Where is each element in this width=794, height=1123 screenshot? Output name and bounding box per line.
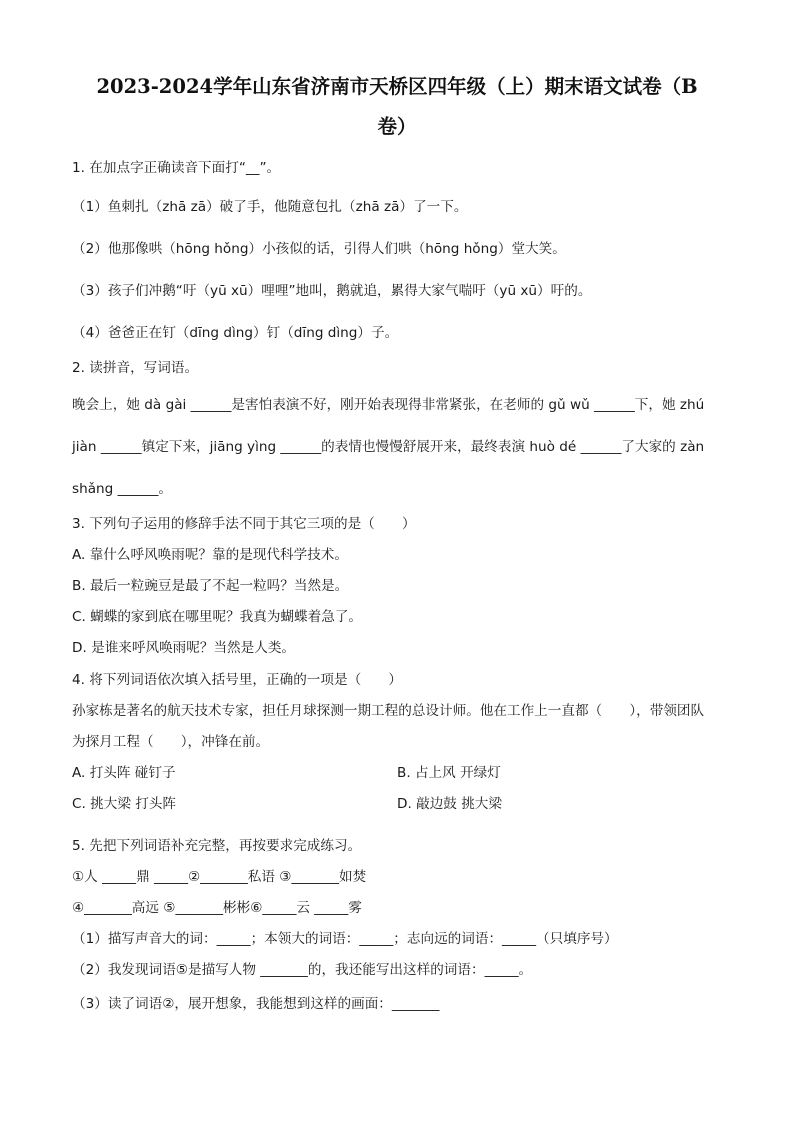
- q2-line-1: 晚会上，她 dà gài ______是害怕表演不好，刚开始表现得非常紧张，在老师的 gǔ wǔ ______下，她 zhú: [72, 397, 705, 413]
- q3-option-d: D. 是谁来呼风唤雨呢？当然是人类。: [72, 640, 296, 656]
- q2-line-2: jiàn ______镇定下来，jiāng yìng ______的表情也慢慢舒展开来，最终表演 huò dé ______了大家的 zàn: [72, 439, 705, 455]
- q4-passage-2: 为探月工程（ ），冲锋在前。: [72, 734, 270, 750]
- q5-stem: 5. 先把下列词语补充完整，再按要求完成练习。: [72, 838, 362, 854]
- q3-option-c: C. 蝴蝶的家到底在哪里呢？我真为蝴蝶着急了。: [72, 609, 363, 625]
- q1-item-1: （1）鱼刺扎（zhā zā）破了手，他随意包扎（zhā zā）了一下。: [72, 199, 468, 215]
- q4-option-d: D. 敲边鼓 挑大梁: [397, 796, 502, 812]
- q1-item-3: （3）孩子们冲鹅“吁（yū xū）哩哩”地叫，鹅就追，累得大家气喘吁（yū xū）吁的。: [72, 283, 592, 299]
- q3-stem: 3. 下列句子运用的修辞手法不同于其它三项的是（ ）: [72, 516, 416, 532]
- q4-option-b: B. 占上风 开绿灯: [397, 765, 501, 781]
- q4-stem: 4. 将下列词语依次填入括号里，正确的一项是（ ）: [72, 672, 402, 688]
- q4-passage-1: 孙家栋是著名的航天技术专家，担任月球探测一期工程的总设计师。他在工作上一直都（ ），带领团队: [72, 703, 705, 719]
- q5-words-1: ①人 _____鼎 _____②_______私语 ③_______如焚: [72, 869, 367, 885]
- q5-sub-3: （3）读了词语②，展开想象，我能想到这样的画面：_______: [72, 996, 440, 1012]
- q3-option-b: B. 最后一粒豌豆是最了不起一粒吗？当然是。: [72, 578, 349, 594]
- q5-words-2: ④_______高远 ⑤_______彬彬⑥_____云 _____雾: [72, 900, 362, 916]
- q4-option-a: A. 打头阵 碰钉子: [72, 765, 176, 781]
- q2-stem: 2. 读拼音，写词语。: [72, 360, 199, 376]
- exam-title-line2: 卷）: [377, 115, 417, 138]
- q3-option-a: A. 靠什么呼风唤雨呢？靠的是现代科学技术。: [72, 547, 348, 563]
- q5-sub-2: （2）我发现词语⑤是描写人物 _______的，我还能写出这样的词语：_____。: [72, 962, 533, 978]
- q1-item-4: （4）爸爸正在钉（dīng dìng）钉（dīng dìng）子。: [72, 325, 399, 341]
- q1-stem: 1. 在加点字正确读音下面打“__”。: [72, 160, 281, 176]
- q2-line-3: shǎng ______。: [72, 481, 172, 497]
- exam-title-line1: 2023-2024学年山东省济南市天桥区四年级（上）期末语文试卷（B: [96, 75, 698, 98]
- q4-option-c: C. 挑大梁 打头阵: [72, 796, 177, 812]
- q5-sub-1: （1）描写声音大的词：_____；本领大的词语：_____；志向远的词语：_____（只填序号）: [72, 931, 618, 947]
- q1-item-2: （2）他那像哄（hōng hǒng）小孩似的话，引得人们哄（hōng hǒng）堂大笑。: [72, 241, 566, 257]
